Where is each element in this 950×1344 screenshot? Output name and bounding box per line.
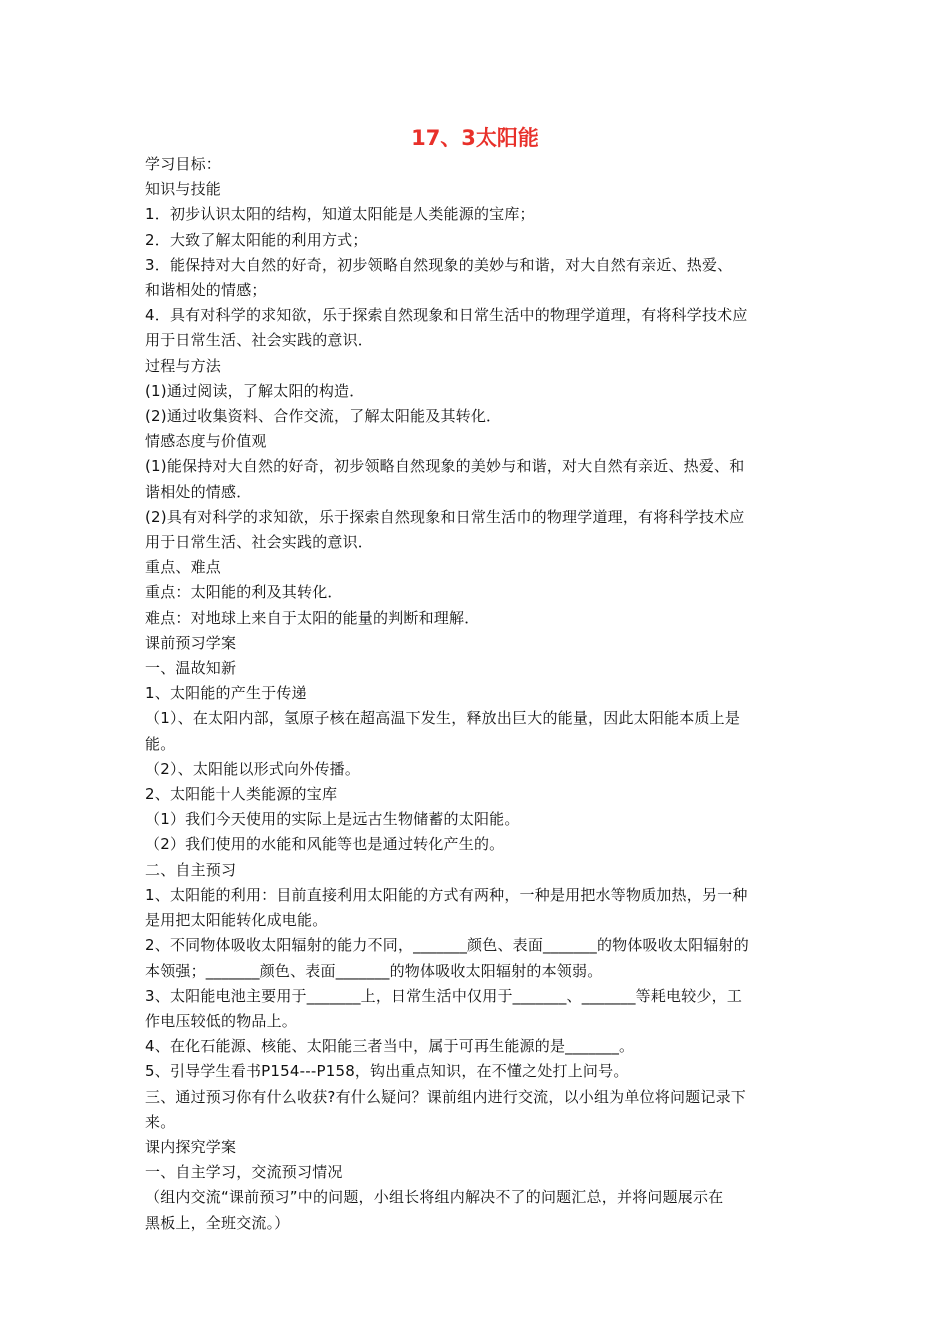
text-line: 一、温故知新 bbox=[145, 659, 237, 678]
text-line: 2．大致了解太阳能的利用方式； bbox=[145, 230, 368, 249]
text-line: 知识与技能 bbox=[145, 180, 222, 199]
text-line: 是用把太阳能转化成电能。 bbox=[145, 911, 328, 930]
text-line: 三、通过预习你有什么收获?有什么疑问？课前组内进行交流，以小组为单位将问题记录下 bbox=[145, 1087, 746, 1106]
text-line: 难点：对地球上来自于太阳的能量的判断和理解． bbox=[145, 608, 480, 627]
text-line: 本领强；_______颜色、表面_______的物体吸收太阳辐射的本领弱。 bbox=[145, 961, 603, 980]
text-line: 4．具有对科学的求知欲，乐于探索自然现象和日常生活中的物理学道理，有将科学技术应 bbox=[145, 306, 748, 325]
text-line: (2)通过收集资料、合作交流，了解太阳能及其转化． bbox=[145, 407, 502, 426]
text-line: 2、不同物体吸收太阳辐射的能力不同，_______颜色、表面_______的物体吸收太阳辐射的 bbox=[145, 936, 749, 955]
text-line: 1、太阳能的产生于传递 bbox=[145, 684, 307, 703]
text-line: 情感态度与价值观 bbox=[145, 432, 267, 451]
text-line: 2、太阳能十人类能源的宝库 bbox=[145, 785, 338, 804]
text-line: 课前预习学案 bbox=[145, 633, 237, 652]
text-line: 二、自主预习 bbox=[145, 860, 237, 879]
text-line: 课内探究学案 bbox=[145, 1137, 237, 1156]
text-line: 黑板上，全班交流。） bbox=[145, 1213, 290, 1232]
text-line: 用于日常生活、社会实践的意识． bbox=[145, 331, 374, 350]
text-line: 用于日常生活、社会实践的意识． bbox=[145, 533, 374, 552]
text-line: (1)能保持对大自然的好奇，初步领略自然现象的美妙与和谐，对大自然有亲近、热爱、和 bbox=[145, 457, 745, 476]
text-line: （2）我们使用的水能和风能等也是通过转化产生的。 bbox=[145, 835, 505, 854]
text-line: （1）我们今天使用的实际上是远古生物储蓄的太阳能。 bbox=[145, 810, 520, 829]
text-line: 1．初步认识太阳的结构，知道太阳能是人类能源的宝库； bbox=[145, 205, 535, 224]
text-line: 重点：太阳能的利及其转化． bbox=[145, 583, 343, 602]
text-line: 3．能保持对大自然的好奇，初步领略自然现象的美妙与和谐，对大自然有亲近、热爱、 bbox=[145, 255, 733, 274]
text-line: 3、太阳能电池主要用于_______上，日常生活中仅用于_______、_______等耗电较少，工 bbox=[145, 986, 743, 1005]
text-line: 学习目标： bbox=[145, 155, 222, 173]
text-line: 一、自主学习，交流预习情况 bbox=[145, 1163, 343, 1182]
text-line: 来。 bbox=[145, 1112, 176, 1131]
text-line: 作电压较低的物品上。 bbox=[145, 1011, 298, 1030]
text-line: 1、太阳能的利用：目前直接利用太阳能的方式有两种，一种是用把水等物质加热，另一种 bbox=[145, 885, 748, 904]
text-line: （2）、太阳能以形式向外传播。 bbox=[145, 759, 361, 778]
text-line: (1)通过阅读，了解太阳的构造． bbox=[145, 381, 365, 400]
text-line: 4、在化石能源、核能、太阳能三者当中，属于可再生能源的是_______。 bbox=[145, 1037, 635, 1056]
text-line: （1）、在太阳内部，氢原子核在超高温下发生，释放出巨大的能量，因此太阳能本质上是 bbox=[145, 709, 741, 728]
text-line: 重点、难点 bbox=[145, 558, 222, 577]
document-body bbox=[145, 152, 813, 1236]
document-title: 17、3太阳能 bbox=[411, 126, 539, 150]
text-line: 能。 bbox=[145, 734, 176, 753]
text-line: 和谐相处的情感； bbox=[145, 281, 267, 300]
text-line: (2)具有对科学的求知欲，乐于探索自然现象和日常生活巾的物理学道理，有将科学技术应 bbox=[145, 507, 745, 526]
text-line: 5、引导学生看书P154---P158，钩出重点知识，在不懂之处打上问号。 bbox=[145, 1062, 629, 1081]
text-line: 过程与方法 bbox=[145, 356, 222, 375]
text-line: 谐相处的情感． bbox=[145, 482, 252, 501]
text-line: （组内交流“课前预习”中的问题，小组长将组内解决不了的问题汇总，并将问题展示在 bbox=[145, 1188, 724, 1207]
